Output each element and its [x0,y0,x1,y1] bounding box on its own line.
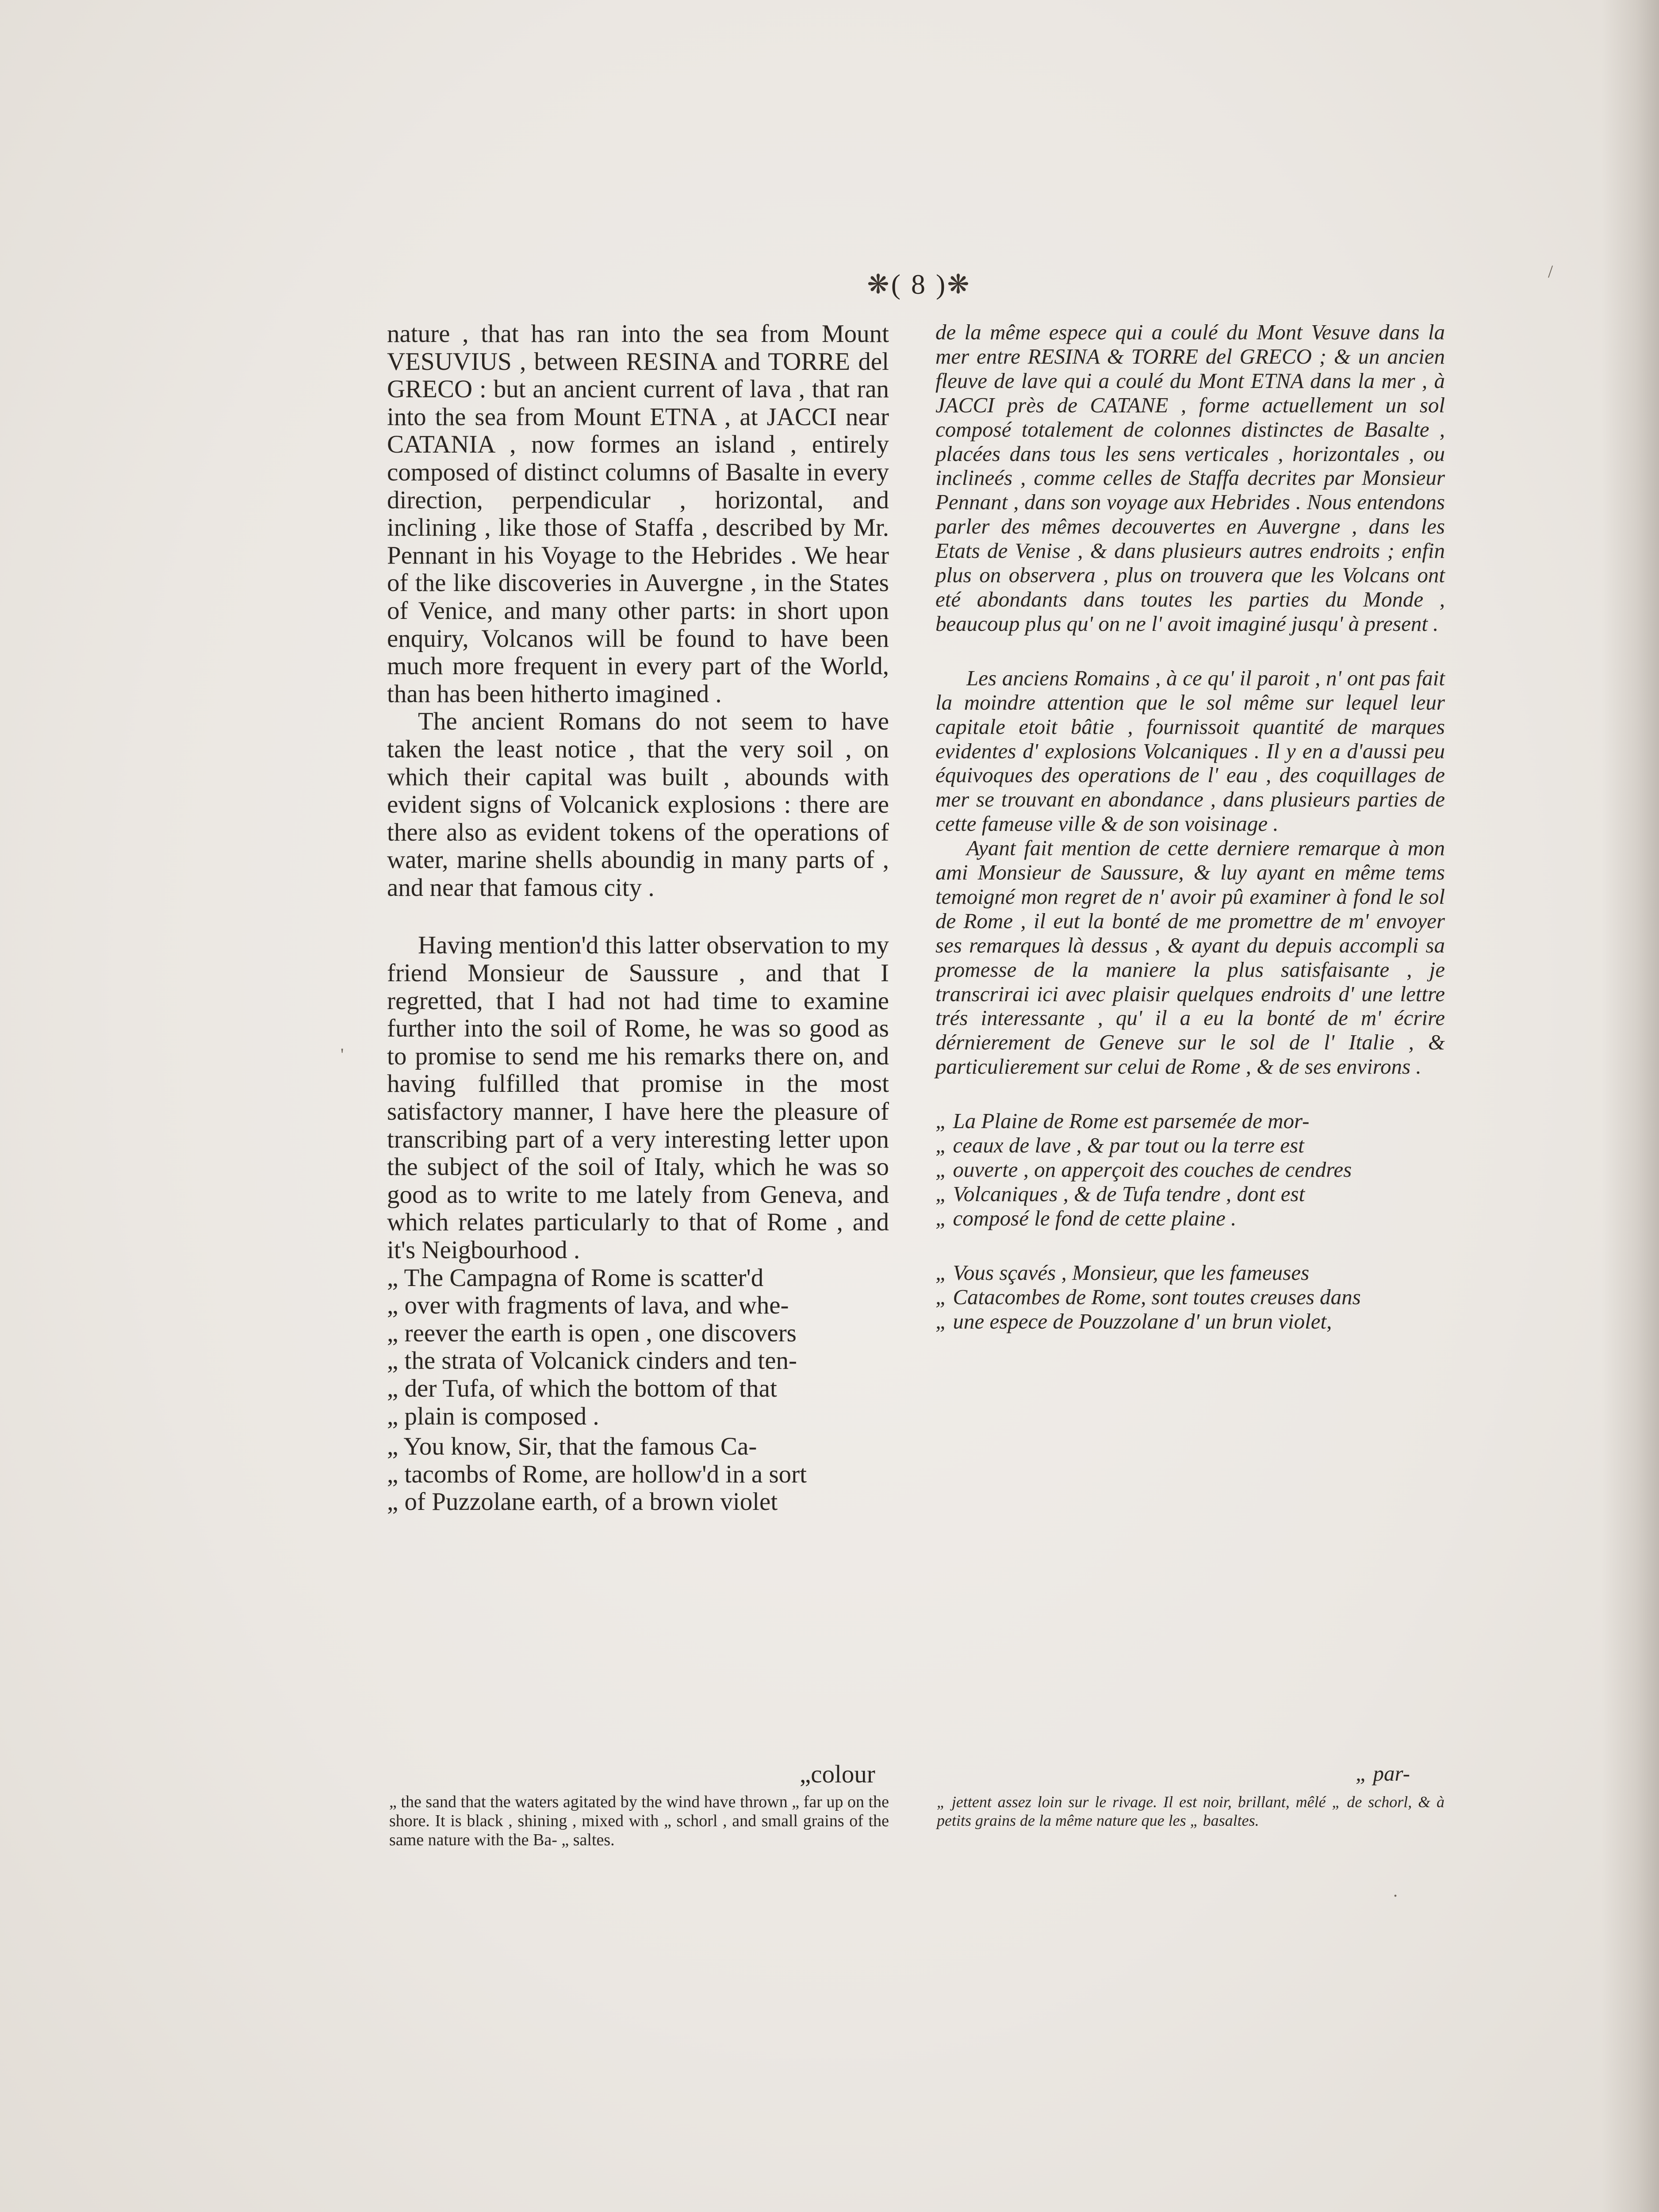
quote-line: „ of Puzzolane earth, of a brown violet [387,1488,778,1516]
quote-line: „ tacombs of Rome, are hollow'd in a sort [387,1460,807,1488]
ornament-left-icon: ❋ [867,270,891,299]
quote-line: „ ouverte , on apperçoit des couches de cendres [935,1157,1352,1182]
quote-line: „ You know, Sir, that the famous Ca- [387,1432,757,1461]
french-catchword: „ par- [1356,1761,1410,1786]
paper-mark: . [1393,1881,1398,1901]
french-footnote: „ jettent assez loin sur le rivage. Il est noir, brillant, mêlé „ de schorl, & à petits grains de la même nature que les „ basaltes. [937,1793,1444,1829]
quote-line: „ der Tufa, of which the bottom of that [387,1374,777,1402]
quote-line: „ reever the earth is open , one discovers [387,1319,797,1347]
quote-line: „ composé le fond de cette plaine . [935,1206,1237,1230]
french-quote-2 [935,1261,1445,1334]
english-quote-2 [387,1433,889,1516]
french-paragraph-1: de la même espece qui a coulé du Mont Vesuve dans la mer entre RESINA & TORRE del GRECO ; & un ancien fleuve de lave qui a coulé du Mont ETNA dans la mer , à JACCI près de CATANE , forme actuellement un sol composé totalement de colonnes distinctes de Basalte , placées dans tous les sens verticales , horizontales , ou inclineés , comme celles de Staffa decrites par Monsieur Pennant , dans son voyage aux Hebrides . Nous entendons parler des mêmes decouvertes en Auvergne , dans les Etats de Venise , & dans plusieurs autres endroits ; enfin plus on observera , plus on trouvera que les Volcans ont eté abondants dans toutes les parties du Monde , beaucoup plus qu' on ne l' avoit imaginé jusqu' à present . [935,320,1445,636]
quote-line: „ Volcaniques , & de Tufa tendre , dont est [935,1181,1305,1206]
french-quote-1 [935,1109,1445,1231]
quote-line: „ La Plaine de Rome est parsemée de mor- [935,1109,1310,1133]
paper-mark: / [1548,261,1553,281]
quote-line: „ The Campagna of Rome is scatter'd [387,1263,764,1292]
quote-line: „ over with fragments of lava, and whe- [387,1291,789,1320]
english-footnote: „ the sand that the waters agitated by the wind have thrown „ far up on the shore. It is black , shining , mixed with „ schorl , and small grains of the same nature with the Ba- „ saltes. [389,1793,889,1849]
english-paragraph-2: The ancient Romans do not seem to have taken the least notice , that the very soil , on which their capital was built , abounds with evident signs of Volcanick explosions : there are there also as evident tokens of the operations of water, marine shells aboundig in many parts of , and near that famous city . [387,707,889,902]
english-paragraph-3: Having mention'd this latter observation to my friend Monsieur de Saussure , and that I regretted, that I had not had time to examine further into the soil of Rome, he was so good as to promise to send me his remarks there on, and having fulfilled that promise in the most satisfactory manner, I have here the pleasure of transcribing part of a very interesting letter upon the subject of the soil of Italy, which he was so good as to write to me lately from Geneva, and which relates particularly to that of Rome , and it's Neigbourhood . [387,931,889,1264]
english-quote-1 [387,1264,889,1431]
quote-line: „ Vous sçavés , Monsieur, que les fameuses [935,1260,1310,1285]
french-column [935,320,1445,1333]
quote-line: „ ceaux de lave , & par tout ou la terre est [935,1133,1304,1158]
page-header [826,265,1012,304]
page-number: ( 8 ) [891,269,947,300]
paper-mark: ' [341,1045,344,1064]
english-column [387,320,889,1516]
quote-line: „ une espece de Pouzzolane d' un brun violet, [935,1309,1332,1333]
ornament-right-icon: ❋ [947,270,971,299]
page-edge-shadow [1602,0,1659,2212]
english-paragraph-1: nature , that has ran into the sea from Mount VESUVIUS , between RESINA and TORRE del GRECO : but an ancient current of lava , that ran into the sea from Mount ETNA , at JACCI near CATANIA , now formes an island , entirely composed of distinct columns of Basalte in every direction, perpendicular , horizontal, and inclining , like those of Staffa , described by Mr. Pennant in his Voyage to the Hebrides . We hear of the like discoveries in Auvergne , in the States of Venice, and many other parts: in short upon enquiry, Volcanos will be found to have been much more frequent in every part of the World, than has been hitherto imagined . [387,320,889,708]
quote-line: „ plain is composed . [387,1402,599,1430]
english-catchword: „colour [800,1760,875,1788]
quote-line: „ Catacombes de Rome, sont toutes creuses dans [935,1284,1361,1309]
french-paragraph-2: Les anciens Romains , à ce qu' il paroit , n' ont pas fait la moindre attention que le sol même sur lequel leur capitale etoit bâtie , fournissoit quantité de marques evidentes d' explosions Volcaniques . Il y en a d'aussi peu équivoques des operations de l' eau , des coquillages de mer se trouvant en abondance , dans plusieurs parties de cette fameuse ville & de son voisinage . [935,665,1445,836]
quote-line: „ the strata of Volcanick cinders and ten- [387,1347,797,1375]
french-paragraph-3: Ayant fait mention de cette derniere remarque à mon ami Monsieur de Saussure, & luy ayant en même tems temoigné mon regret de n' avoir pû examiner à fond le sol de Rome , il eut la bonté de me promettre de m' envoyer ses remarques là dessus , & ayant du depuis accompli sa promesse de la maniere la plus satisfaisante , je transcrirai ici avec plaisir quelques endroits d' une lettre trés interessante , qu' il a eu la bonté de m' écrire dérnierement de Geneve sur le sol de l' Italie , & particulierement sur celui de Rome , & de ses environs . [935,836,1445,1079]
